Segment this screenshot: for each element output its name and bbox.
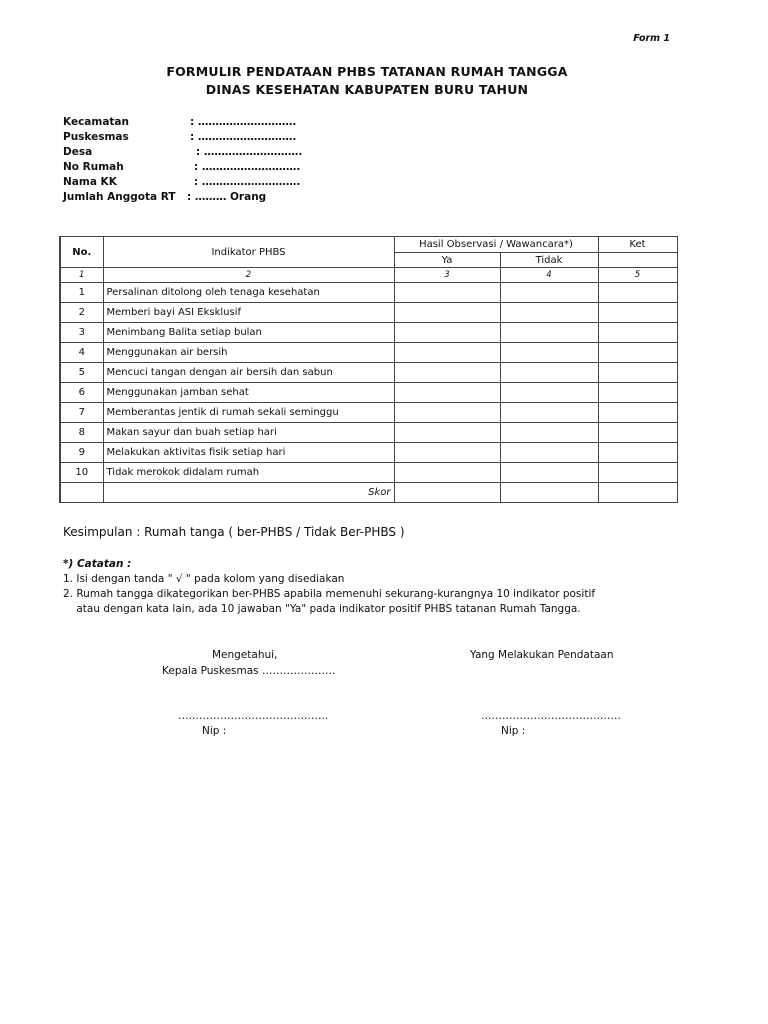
row-ket-cell[interactable] xyxy=(598,303,677,323)
signature-right-heading: Yang Melakukan Pendataan xyxy=(470,649,614,661)
header-tidak: Tidak xyxy=(500,253,598,268)
row-number: 5 xyxy=(60,363,103,383)
form-number: Form 1 xyxy=(633,33,670,44)
row-tidak-cell[interactable] xyxy=(500,383,598,403)
row-number: 2 xyxy=(60,303,103,323)
field-label-puskesmas: Puskesmas xyxy=(63,131,129,143)
row-tidak-cell[interactable] xyxy=(500,443,598,463)
header-ya: Ya xyxy=(394,253,500,268)
header-indikator: Indikator PHBS xyxy=(103,237,394,268)
row-indicator: Tidak merokok didalam rumah xyxy=(103,463,394,483)
row-ya-cell[interactable] xyxy=(394,363,500,383)
table-row xyxy=(60,283,677,303)
table-row xyxy=(60,463,677,483)
row-ya-cell[interactable] xyxy=(394,283,500,303)
field-value-puskesmas: : ………………………. xyxy=(190,131,297,143)
row-indicator: Memberantas jentik di rumah sekali seminggu xyxy=(103,403,394,423)
table-row xyxy=(60,403,677,423)
row-tidak-cell[interactable] xyxy=(500,283,598,303)
row-number: 3 xyxy=(60,323,103,343)
field-value-jumlah-anggota: : ……… Orang xyxy=(187,191,267,203)
field-label-nama-kk: Nama KK xyxy=(63,176,117,188)
field-value-desa: : ………………………. xyxy=(196,146,303,158)
signature-right-nip: Nip : xyxy=(501,725,526,737)
col-number-2: 2 xyxy=(103,268,394,283)
signature-left-line: ……………………………………. xyxy=(178,710,329,722)
header-ket-blank xyxy=(598,253,677,268)
row-number: 4 xyxy=(60,343,103,363)
row-tidak-cell[interactable] xyxy=(500,343,598,363)
table-row xyxy=(60,443,677,463)
row-ya-cell[interactable] xyxy=(394,303,500,323)
note-item: 2. Rumah tangga dikategorikan ber-PHBS apabila memenuhi sekurang-kurangnya 10 indikator positif xyxy=(63,588,596,600)
note-item: atau dengan kata lain, ada 10 jawaban "Ya" pada indikator positif PHBS tatanan Rumah Tangga. xyxy=(63,603,581,615)
row-ket-cell[interactable] xyxy=(598,283,677,303)
page-subtitle: DINAS KESEHATAN KABUPATEN BURU TAHUN xyxy=(205,82,529,97)
col-number-4: 4 xyxy=(500,268,598,283)
signature-left-role: Kepala Puskesmas ………………… xyxy=(162,665,336,677)
row-ket-cell[interactable] xyxy=(598,443,677,463)
table-row xyxy=(60,343,677,363)
field-label-jumlah-anggota: Jumlah Anggota RT xyxy=(63,191,176,203)
row-tidak-cell[interactable] xyxy=(500,303,598,323)
table-row xyxy=(60,303,677,323)
row-ya-cell[interactable] xyxy=(394,463,500,483)
note-item: 1. Isi dengan tanda " √ " pada kolom yang disediakan xyxy=(63,573,345,585)
table-row xyxy=(60,383,677,403)
table-row xyxy=(60,363,677,383)
catatan-title: *) Catatan : xyxy=(63,558,132,570)
row-ket-cell[interactable] xyxy=(598,363,677,383)
col-number-1: 1 xyxy=(60,268,103,283)
page-title: FORMULIR PENDATAAN PHBS TATANAN RUMAH TANGGA xyxy=(166,64,568,79)
row-indicator: Melakukan aktivitas fisik setiap hari xyxy=(103,443,394,463)
row-number: 7 xyxy=(60,403,103,423)
indicator-table xyxy=(59,236,678,503)
row-ya-cell[interactable] xyxy=(394,423,500,443)
field-label-no-rumah: No Rumah xyxy=(63,161,124,173)
row-tidak-cell[interactable] xyxy=(500,463,598,483)
row-ket-cell[interactable] xyxy=(598,343,677,363)
row-indicator: Memberi bayi ASI Eksklusif xyxy=(103,303,394,323)
row-number: 10 xyxy=(60,463,103,483)
row-ket-cell[interactable] xyxy=(598,463,677,483)
header-hasil: Hasil Observasi / Wawancara*) xyxy=(394,237,598,253)
row-number: 8 xyxy=(60,423,103,443)
skor-label: Skor xyxy=(103,483,394,503)
col-number-5: 5 xyxy=(598,268,677,283)
table-row xyxy=(60,423,677,443)
row-tidak-cell[interactable] xyxy=(500,323,598,343)
field-value-nama-kk: : ………………………. xyxy=(194,176,301,188)
field-label-kecamatan: Kecamatan xyxy=(63,116,129,128)
skor-ket-cell[interactable] xyxy=(598,483,677,503)
row-indicator: Makan sayur dan buah setiap hari xyxy=(103,423,394,443)
header-no: No. xyxy=(60,237,103,268)
signature-right-line: …………………………………. xyxy=(481,710,621,722)
col-number-3: 3 xyxy=(394,268,500,283)
row-ya-cell[interactable] xyxy=(394,443,500,463)
row-indicator: Menggunakan jamban sehat xyxy=(103,383,394,403)
row-tidak-cell[interactable] xyxy=(500,423,598,443)
field-label-desa: Desa xyxy=(63,146,93,158)
row-tidak-cell[interactable] xyxy=(500,403,598,423)
row-number: 6 xyxy=(60,383,103,403)
skor-tidak-cell[interactable] xyxy=(500,483,598,503)
row-indicator: Persalinan ditolong oleh tenaga kesehatan xyxy=(103,283,394,303)
signature-left-nip: Nip : xyxy=(202,725,227,737)
table-row xyxy=(60,323,677,343)
row-ket-cell[interactable] xyxy=(598,423,677,443)
row-tidak-cell[interactable] xyxy=(500,363,598,383)
signature-left-heading: Mengetahui, xyxy=(212,649,278,661)
header-ket: Ket xyxy=(598,237,677,253)
row-indicator: Menimbang Balita setiap bulan xyxy=(103,323,394,343)
row-ya-cell[interactable] xyxy=(394,383,500,403)
skor-ya-cell[interactable] xyxy=(394,483,500,503)
field-value-kecamatan: : ………………………. xyxy=(190,116,297,128)
field-value-no-rumah: : ………………………. xyxy=(194,161,301,173)
row-indicator: Menggunakan air bersih xyxy=(103,343,394,363)
row-ket-cell[interactable] xyxy=(598,403,677,423)
row-number: 9 xyxy=(60,443,103,463)
row-ya-cell[interactable] xyxy=(394,343,500,363)
row-ket-cell[interactable] xyxy=(598,323,677,343)
skor-blank xyxy=(60,483,103,503)
row-ket-cell[interactable] xyxy=(598,383,677,403)
row-indicator: Mencuci tangan dengan air bersih dan sabun xyxy=(103,363,394,383)
kesimpulan-text: Kesimpulan : Rumah tanga ( ber-PHBS / Tidak Ber-PHBS ) xyxy=(63,525,405,539)
row-ya-cell[interactable] xyxy=(394,403,500,423)
row-ya-cell[interactable] xyxy=(394,323,500,343)
row-number: 1 xyxy=(60,283,103,303)
